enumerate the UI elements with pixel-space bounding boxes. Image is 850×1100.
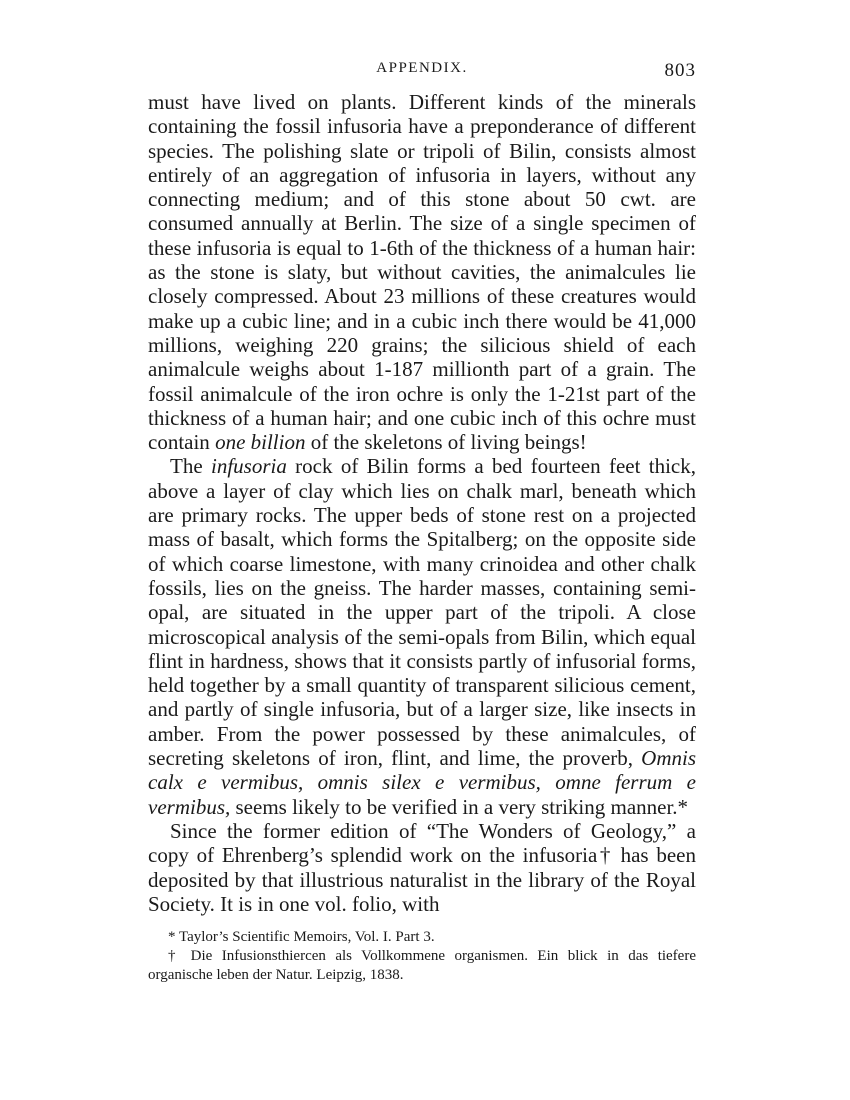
footnote-1: * Taylor’s Scientific Memoirs, Vol. I. Part 3. [168, 929, 435, 946]
paragraph-1-italic: one billion [215, 430, 306, 455]
footnote-2: † Die Infusionsthiercen als Vollkommene organismen. Ein blick in das tiefere organische leben der Natur. Leipzig, 1838. [148, 948, 696, 984]
running-head [148, 60, 696, 90]
paragraph-1 [148, 90, 696, 454]
page-number: 803 [664, 60, 696, 81]
paragraph-2 [148, 454, 696, 818]
book-page [148, 60, 696, 985]
running-title: APPENDIX. [376, 60, 468, 76]
body-text [148, 90, 696, 916]
paragraph-1-text-b: of the skeletons of living beings! [305, 430, 587, 455]
paragraph-3 [148, 819, 696, 916]
paragraph-2-italic-proverb: Omnis calx e vermibus, omnis silex e vermibus, omne ferrum e vermibus, [148, 746, 696, 819]
footnotes [148, 928, 696, 985]
paragraph-2-italic-infusoria: infusoria [210, 454, 287, 479]
paragraph-3-text: Since the former edition of “The Wonders of Geology,” a copy of Ehrenberg’s splendid work on the infusoria† has been deposited by that illustrious naturalist in the library of the Royal Society. It is in one vol. folio, with [148, 818, 696, 916]
paragraph-2-text-c: seems likely to be verified in a very striking manner.* [230, 794, 689, 819]
paragraph-2-text-a: The [170, 454, 211, 479]
paragraph-2-text-b: rock of Bilin forms a bed fourteen feet thick, above a layer of clay which lies on chalk marl, beneath which are primary rocks. The upper beds of stone rest on a projected mass of basalt, which forms the Spitalberg; on the opposite side of which coarse limestone, with many crinoidea and other chalk fossils, lies on the gneiss. The harder masses, containing semi-opal, are situated in the upper part of the tripoli. A close microscopical analysis of the semi-opals from Bilin, which equal flint in hardness, shows that it consists partly of infusorial forms, held together by a small quantity of transparent silicious cement, and partly of single infusoria, but of a larger size, like insects in amber. From the power possessed by these animalcules, of secreting skeletons of iron, flint, and lime, the proverb, [148, 454, 696, 771]
paragraph-1-text-a: must have lived on plants. Different kinds of the minerals containing the fossil infusoria have a preponderance of different species. The polishing slate or tripoli of Bilin, consists almost entirely of an aggregation of infusoria in layers, without any connecting medium; and of this stone about 50 cwt. are consumed annually at Berlin. The size of a single specimen of these infusoria is equal to 1-6th of the thickness of a human hair: as the stone is slaty, but without cavities, the animalcules lie closely compressed. About 23 millions of these creatures would make up a cubic line; and in a cubic inch there would be 41,000 millions, weighing 220 grains; the silicious shield of each animalcule weighs about 1-187 millionth part of a grain. The fossil animalcule of the iron ochre is only the 1-21st part of the thickness of a human hair; and one cubic inch of this ochre must contain [148, 90, 696, 455]
